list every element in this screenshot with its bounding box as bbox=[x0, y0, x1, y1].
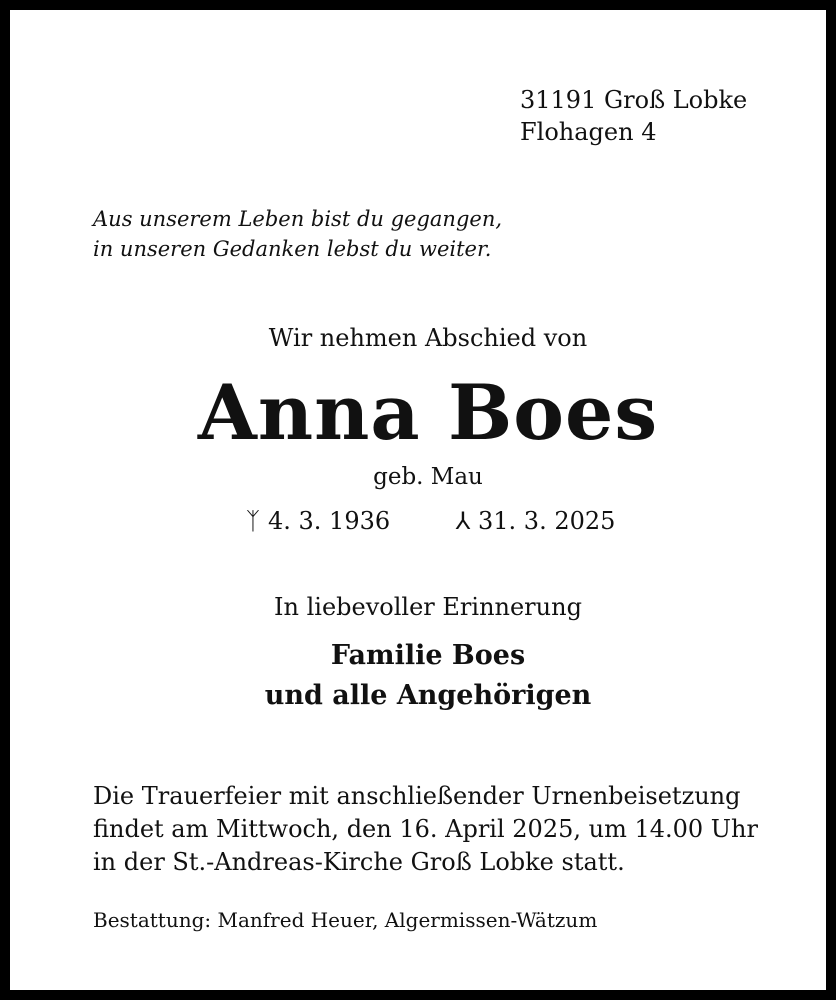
birth-date: 4. 3. 1936 bbox=[268, 507, 391, 535]
address-line-city: 31191 Groß Lobke bbox=[520, 86, 748, 114]
family-signature bbox=[20, 636, 836, 716]
deceased-name: Anna Boes bbox=[197, 368, 659, 457]
undertaker-line: Bestattung: Manfred Heuer, Algermissen-Wätzum bbox=[93, 908, 598, 932]
ceremony-line-1: Die Trauerfeier mit anschließender Urnenbeisetzung bbox=[93, 782, 741, 810]
death-date: 31. 3. 2025 bbox=[478, 507, 616, 535]
death-symbol-icon: ⅄ bbox=[455, 507, 471, 535]
farewell-intro: Wir nehmen Abschied von bbox=[268, 324, 588, 352]
birth-symbol-icon: ᛉ bbox=[245, 507, 261, 535]
life-dates bbox=[20, 507, 836, 537]
quote-line-1: Aus unserem Leben bist du gegangen, bbox=[93, 207, 503, 231]
family-line-1: Familie Boes bbox=[330, 640, 526, 671]
memorial-quote bbox=[93, 204, 502, 264]
birth-date-group bbox=[242, 507, 390, 535]
family-line-2: und alle Angehörigen bbox=[264, 680, 592, 711]
address-block bbox=[520, 84, 747, 148]
quote-line-2: in unseren Gedanken lebst du weiter. bbox=[93, 237, 492, 261]
birth-name: geb. Mau bbox=[373, 464, 483, 490]
ceremony-line-2: findet am Mittwoch, den 16. April 2025, um 14.00 Uhr bbox=[93, 815, 758, 843]
memory-line: In liebevoller Erinnerung bbox=[274, 593, 582, 621]
death-date-group bbox=[452, 507, 615, 535]
ceremony-line-3: in der St.-Andreas-Kirche Groß Lobke statt. bbox=[93, 848, 625, 876]
ceremony-info bbox=[93, 780, 758, 879]
address-line-street: Flohagen 4 bbox=[520, 118, 657, 146]
